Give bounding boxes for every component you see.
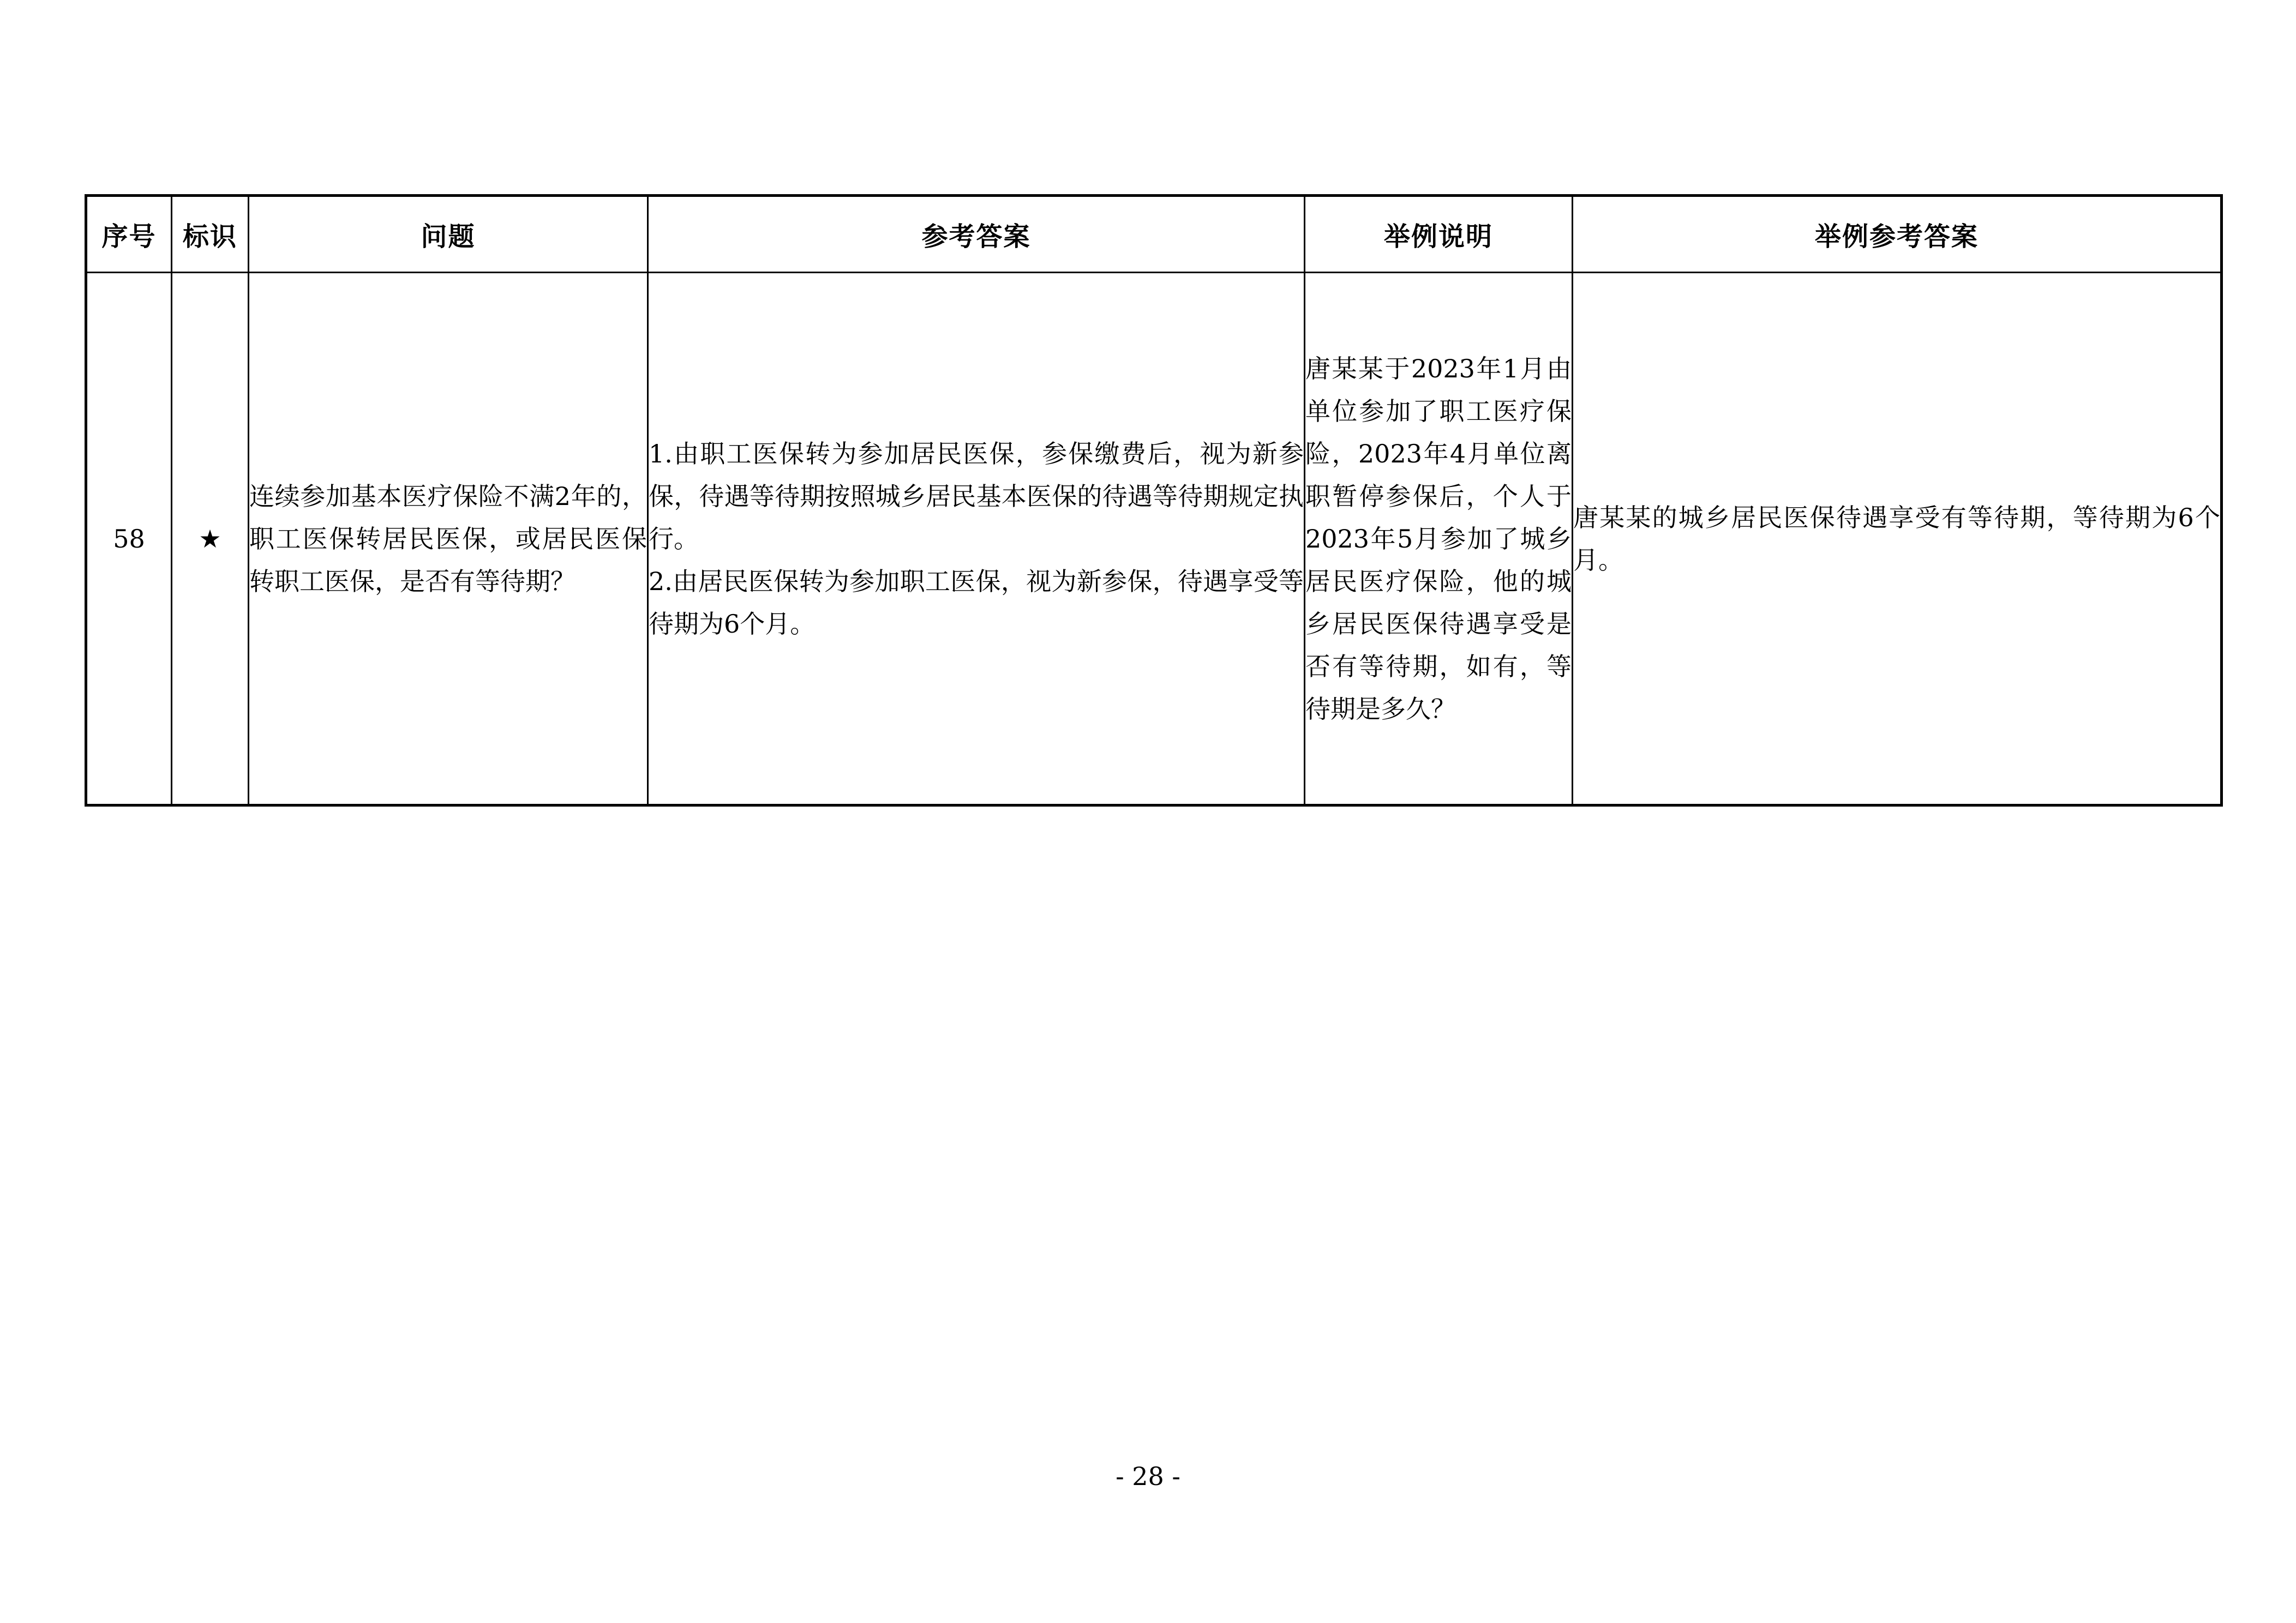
answer-item-1: 1.由职工医保转为参加居民医保，参保缴费后，视为新参保，待遇等待期按照城乡居民基本医保的待遇等待期规定执行。 [649,438,1304,554]
cell-example-answer: 唐某某的城乡居民医保待遇享受有等待期，等待期为6个月。 [1573,273,2222,806]
header-answer: 参考答案 [648,196,1305,273]
cell-answer [648,273,1305,806]
header-question: 问题 [249,196,648,273]
cell-example: 唐某某于2023年1月由单位参加了职工医疗保险，2023年4月单位离职暂停参保后，个人于2023年5月参加了城乡居民医疗保险，他的城乡居民医保待遇享受是否有等待期，如有，等待期是多久？ [1305,273,1573,806]
answer-item-2: 2.由居民医保转为参加职工医保，视为新参保，待遇享受等待期为6个月。 [649,566,1304,639]
header-seq: 序号 [86,196,172,273]
header-mark: 标识 [172,196,249,273]
qa-table [85,194,2223,807]
cell-seq: 58 [86,273,172,806]
header-example-answer: 举例参考答案 [1573,196,2222,273]
table-row [86,273,2222,806]
header-example: 举例说明 [1305,196,1573,273]
table-header-row [86,196,2222,273]
page-number: - 28 - [1116,1462,1180,1491]
cell-question: 连续参加基本医疗保险不满2年的，职工医保转居民医保，或居民医保转职工医保，是否有等待期？ [249,273,648,806]
star-icon: ★ [172,273,249,806]
